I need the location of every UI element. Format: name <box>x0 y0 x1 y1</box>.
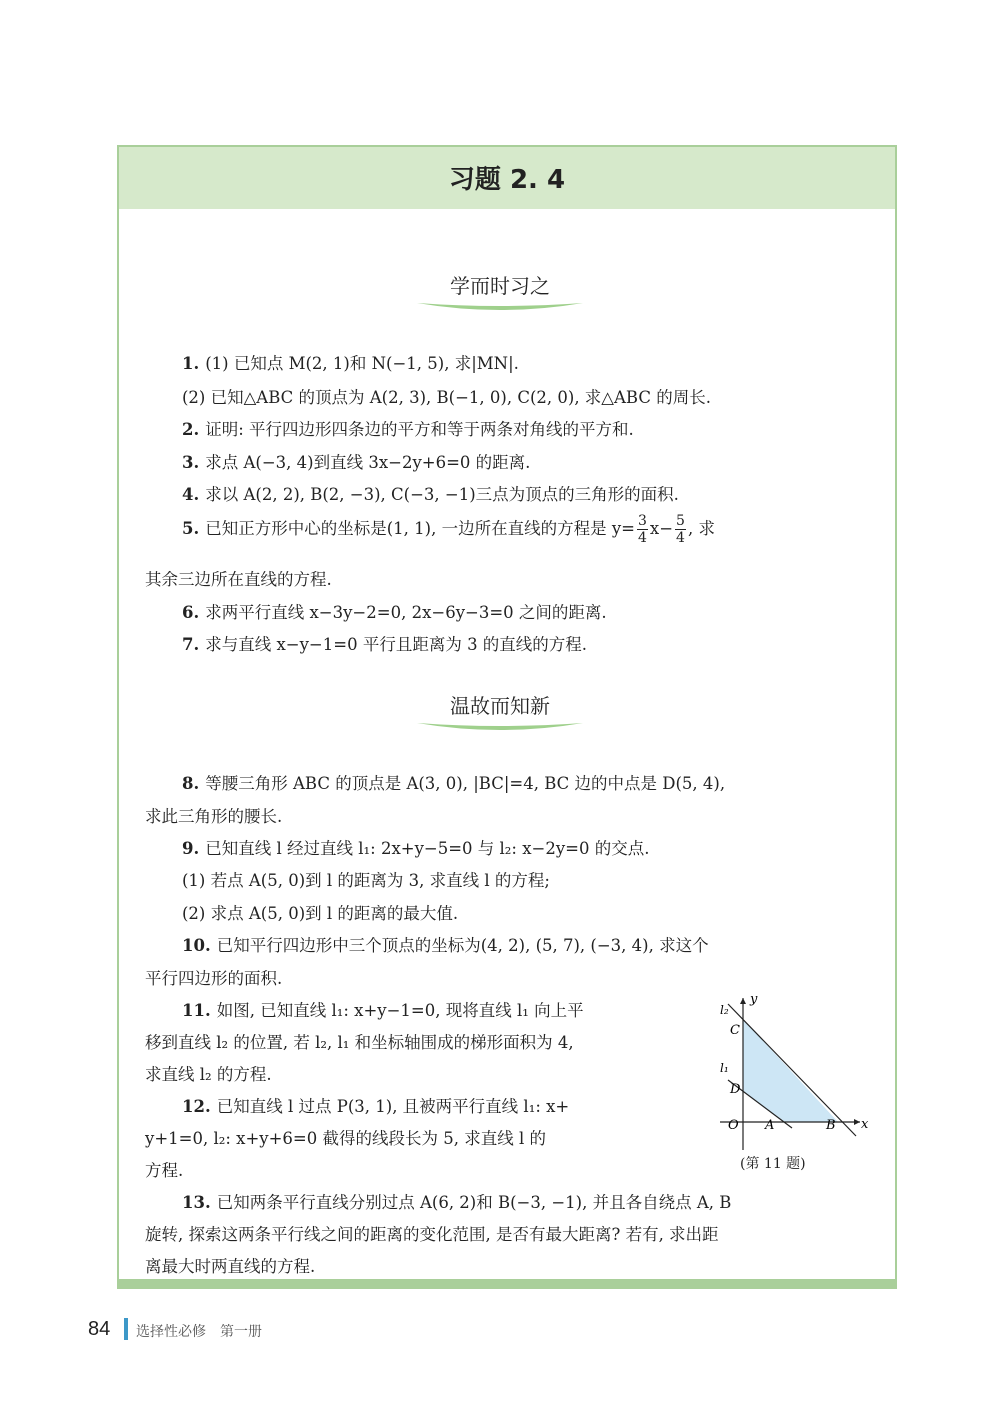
section-title-1: 学而时习之 <box>450 274 550 298</box>
problem-12-cont-2: 方程. <box>145 1161 184 1180</box>
label-B: B <box>826 1118 836 1133</box>
problem-12-cont-1: y+1=0, l₂: x+y+6=0 截得的线段长为 5, 求直线 l 的 <box>145 1129 546 1148</box>
x-axis-arrow <box>854 1119 860 1125</box>
label-D: D <box>730 1082 741 1097</box>
problem-1-part-2: (2) 已知△ABC 的顶点为 A(2, 3), B(−1, 0), C(2, 0), 求△ABC 的周长. <box>182 388 711 407</box>
footer-accent-bar <box>124 1318 128 1340</box>
problem-11-cont-2: 求直线 l₂ 的方程. <box>145 1065 272 1084</box>
problem-10-cont: 平行四边形的面积. <box>145 969 283 988</box>
swoosh-decoration <box>415 719 585 733</box>
label-O: O <box>728 1118 739 1133</box>
label-l1: l₁ <box>720 1061 729 1075</box>
fraction-5-4: $\frac{5}{4}$ <box>676 513 685 546</box>
problem-7: 7. 求与直线 x−y−1=0 平行且距离为 3 的直线的方程. <box>182 635 588 654</box>
problem-3: 3. 求点 A(−3, 4)到直线 3x−2y+6=0 的距离. <box>182 453 531 472</box>
bottom-band <box>117 1279 897 1289</box>
label-l2: l₂ <box>720 1003 729 1017</box>
problem-9: 9. 已知直线 l 经过直线 l₁: 2x+y−5=0 与 l₂: x−2y=0 的交点. <box>182 839 650 858</box>
problem-6: 6. 求两平行直线 x−3y−2=0, 2x−6y−3=0 之间的距离. <box>182 603 607 622</box>
problem-12: 12. 已知直线 l 过点 P(3, 1), 且被两平行直线 l₁: x+ <box>182 1097 570 1116</box>
problem-13: 13. 已知两条平行直线分别过点 A(6, 2)和 B(−3, −1), 并且各自绕点 A, B <box>182 1193 732 1212</box>
problem-9-part-1: (1) 若点 A(5, 0)到 l 的距离为 3, 求直线 l 的方程; <box>182 871 550 890</box>
problem-5-cont: 其余三边所在直线的方程. <box>145 570 332 589</box>
fraction-3-4: $\frac{3}{4}$ <box>637 513 647 546</box>
problem-5: 5. 已知正方形中心的坐标是(1, 1), 一边所在直线的方程是 y= $\frac{3}{4}$ x− $\frac{5}{4}$ , 求 <box>182 513 715 546</box>
problem-8: 8. 等腰三角形 ABC 的顶点是 A(3, 0), |BC|=4, BC 边的中点是 D(5, 4), <box>182 774 726 793</box>
y-axis-arrow <box>740 998 746 1004</box>
problem-10: 10. 已知平行四边形中三个顶点的坐标为(4, 2), (5, 7), (−3, 4), 求这个 <box>182 936 709 955</box>
swoosh-decoration <box>415 299 585 313</box>
book-title: 选择性必修 第一册 <box>136 1324 262 1340</box>
page-title: 习题 2. 4 <box>448 165 566 195</box>
figure-caption: (第 11 题) <box>740 1156 806 1172</box>
problem-13-cont-1: 旋转, 探索这两条平行线之间的距离的变化范围, 是否有最大距离? 若有, 求出距 <box>145 1225 719 1244</box>
label-x: x <box>861 1117 869 1132</box>
problem-11-figure <box>710 990 880 1170</box>
problem-1-part-1: 1. (1) 已知点 M(2, 1)和 N(−1, 5), 求|MN|. <box>182 354 519 373</box>
problem-11-cont-1: 移到直线 l₂ 的位置, 若 l₂, l₁ 和坐标轴围成的梯形面积为 4, <box>145 1033 574 1052</box>
problem-11: 11. 如图, 已知直线 l₁: x+y−1=0, 现将直线 l₁ 向上平 <box>182 1001 584 1020</box>
page-number: 84 <box>88 1318 111 1340</box>
label-A: A <box>765 1118 775 1133</box>
title-band <box>119 147 895 209</box>
section-heading-1 <box>0 270 1000 313</box>
label-y: y <box>750 992 758 1007</box>
problem-13-cont-2: 离最大时两直线的方程. <box>145 1257 316 1276</box>
problem-9-part-2: (2) 求点 A(5, 0)到 l 的距离的最大值. <box>182 904 459 923</box>
problem-8-cont: 求此三角形的腰长. <box>145 807 283 826</box>
section-title-2: 温故而知新 <box>450 694 550 718</box>
label-C: C <box>730 1023 740 1038</box>
problem-2: 2. 证明: 平行四边形四条边的平方和等于两条对角线的平方和. <box>182 420 634 439</box>
problem-4: 4. 求以 A(2, 2), B(2, −3), C(−3, −1)三点为顶点的三角形的面积. <box>182 485 679 504</box>
section-heading-2 <box>0 690 1000 733</box>
